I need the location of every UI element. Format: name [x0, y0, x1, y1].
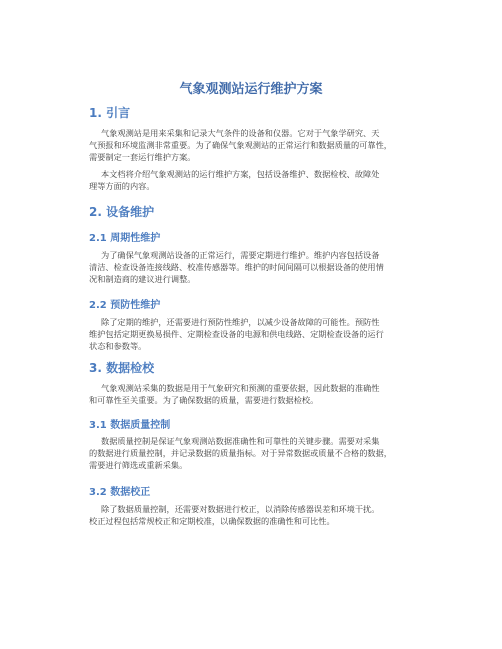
section-2-1-paragraph	[89, 249, 419, 286]
section-2-2-heading: 2.2 预防性维护	[89, 300, 161, 311]
text-line: 需要制定一套运行维护方案。	[89, 152, 196, 163]
text-line: 需要进行筛选或重新采集。	[89, 460, 188, 471]
section-3-1-paragraph	[89, 435, 419, 472]
text-line: 除了定期的维护，还需要进行预防性维护，以减少设备故障的可能性。预防性	[101, 317, 380, 327]
text-line: 清洁、检查设备连接线路、校准传感器等。维护的时间间隔可以根据设备的使用情	[89, 262, 384, 273]
section-3-heading: 3. 数据检校	[89, 361, 155, 375]
section-2-2-paragraph	[89, 316, 419, 353]
section-3-paragraph	[89, 382, 419, 406]
text-line: 气象观测站采集的数据是用于气象研究和预测的重要依据，因此数据的准确性	[101, 383, 380, 393]
section-1-heading: 1. 引言	[89, 106, 131, 120]
section-3-1-heading: 3.1 数据质量控制	[89, 420, 171, 431]
text-line: 为了确保气象观测站设备的正常运行，需要定期进行维护。维护内容包括设备	[101, 250, 380, 260]
document-title: 气象观测站运行维护方案	[179, 82, 323, 97]
text-line: 和可靠性至关重要。为了确保数据的质量，需要进行数据检校。	[89, 395, 319, 406]
text-line: 理等方面的内容。	[89, 181, 155, 192]
section-1-paragraph-1	[89, 127, 419, 164]
text-line: 状态和参数等。	[89, 341, 147, 352]
text-line: 除了数据质量控制，还需要对数据进行校正，以消除传感器误差和环境干扰。	[101, 504, 380, 514]
text-line: 本文档将介绍气象观测站的运行维护方案，包括设备维护、数据检校、故障处	[101, 169, 380, 179]
text-line: 数据质量控制是保证气象观测站数据准确性和可靠性的关键步骤。需要对采集	[101, 436, 380, 446]
section-3-2-paragraph	[89, 503, 419, 527]
text-line: 气象观测站是用来采集和记录大气条件的设备和仪器。它对于气象学研究、天	[101, 128, 380, 138]
section-2-heading: 2. 设备维护	[89, 205, 155, 219]
text-line: 维护包括定期更换易损件、定期检查设备的电源和供电线路、定期检查设备的运行	[89, 329, 384, 340]
text-line: 况和制造商的建议进行调整。	[89, 274, 196, 285]
section-1-paragraph-2	[89, 168, 419, 192]
section-3-2-heading: 3.2 数据校正	[89, 487, 151, 498]
text-line: 气预报和环境监测非常重要。为了确保气象观测站的正常运行和数据质量的可靠性，	[89, 140, 392, 151]
text-line: 的数据进行质量控制，并记录数据的质量指标。对于异常数据或质量不合格的数据，	[89, 448, 392, 459]
section-2-1-heading: 2.1 周期性维护	[89, 233, 161, 244]
text-line: 校正过程包括常规校正和定期校准，以确保数据的准确性和可比性。	[89, 516, 335, 527]
